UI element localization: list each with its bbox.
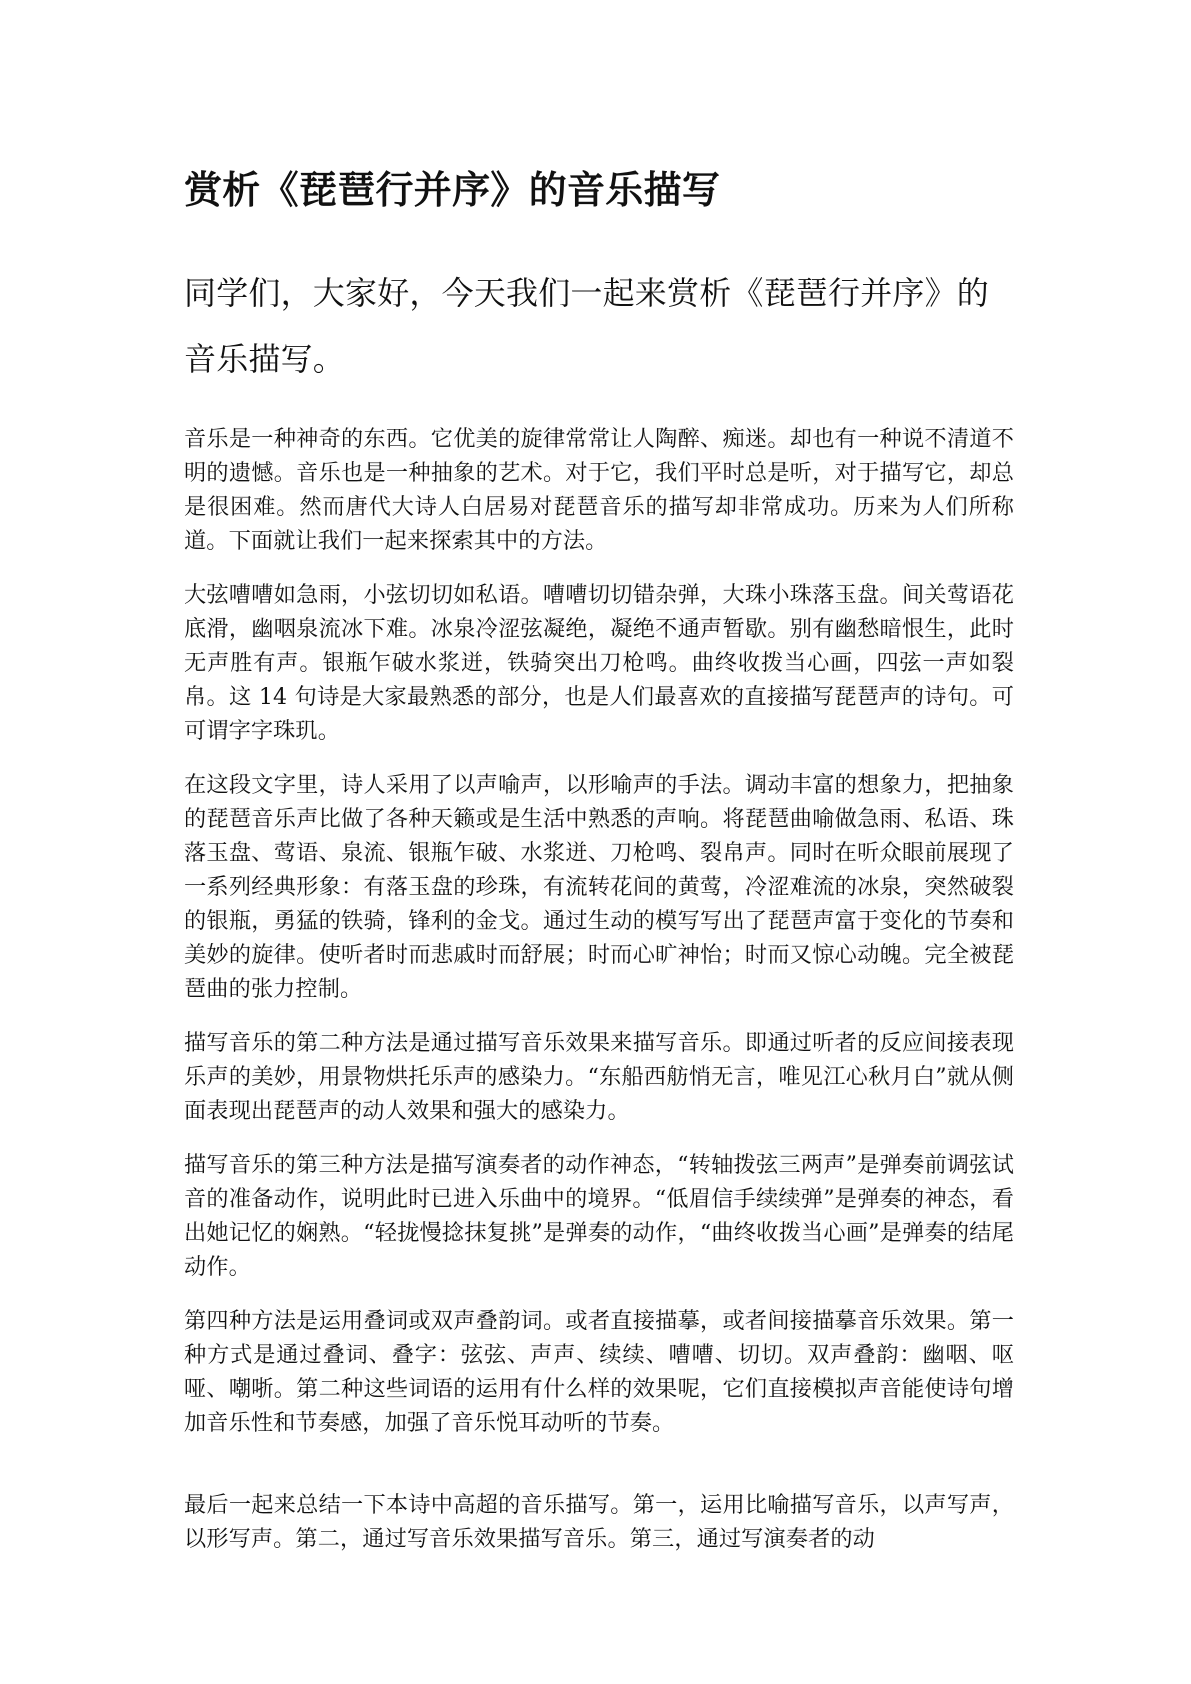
paragraph-effect-method: 描写音乐的第二种方法是通过描写音乐效果来描写音乐。即通过听者的反应间接表现乐声的美妙，用景物烘托乐声的感染力。“东船西舫悄无言，唯见江心秋月白”就从侧面表现出琵琶声的动人效果和强大的感染力。 bbox=[184, 1030, 1015, 1124]
document-content bbox=[184, 168, 1014, 1576]
paragraph-poem-lines: 大弦嘈嘈如急雨，小弦切切如私语。嘈嘈切切错杂弹，大珠小珠落玉盘。间关莺语花底滑，幽咽泉流冰下难。冰泉冷涩弦凝绝，凝绝不通声暂歇。别有幽愁暗恨生，此时无声胜有声。银瓶乍破水浆迸，铁骑突出刀枪鸣。曲终收拨当心画，四弦一声如裂帛。这 14 句诗是大家最熟悉的部分，也是人们最喜欢的直接描写琵琶声的诗句。可可谓字字珠玑。 bbox=[184, 582, 1014, 744]
paragraph-intro: 音乐是一种神奇的东西。它优美的旋律常常让人陶醉、痴迷。却也有一种说不清道不明的遗憾。音乐也是一种抽象的艺术。对于它，我们平时总是听，对于描写它，却总是很困难。然而唐代大诗人白居易对琵琶音乐的描写却非常成功。历来为人们所称道。下面就让我们一起来探索其中的方法。 bbox=[184, 426, 1014, 554]
paragraph-reduplication-method: 第四种方法是运用叠词或双声叠韵词。或者直接描摹，或者间接描摹音乐效果。第一种方式是通过叠词、叠字：弦弦、声声、续续、嘈嘈、切切。双声叠韵：幽咽、呕哑、嘲哳。第二种这些词语的运用有什么样的效果呢，它们直接模拟声音能使诗句增加音乐性和节奏感，加强了音乐悦耳动听的节奏。 bbox=[184, 1308, 1014, 1436]
paragraph-performer-method: 描写音乐的第三种方法是描写演奏者的动作神态，“转轴拨弦三两声”是弹奏前调弦试音的准备动作，说明此时已进入乐曲中的境界。“低眉信手续续弹”是弹奏的神态，看出她记忆的娴熟。“轻拢慢捻抹复挑”是弹奏的动作，“曲终收拨当心画”是弹奏的结尾动作。 bbox=[184, 1152, 1015, 1280]
document-body bbox=[184, 422, 1014, 1556]
document-title: 赏析《琵琶行并序》的音乐描写 bbox=[184, 168, 721, 212]
document-subtitle: 同学们，大家好，今天我们一起来赏析《琵琶行并序》的音乐描写。 bbox=[184, 274, 990, 378]
paragraph-summary: 最后一起来总结一下本诗中高超的音乐描写。第一，运用比喻描写音乐，以声写声，以形写声。第二，通过写音乐效果描写音乐。第三，通过写演奏者的动 bbox=[184, 1492, 1014, 1552]
paragraph-metaphor-method: 在这段文字里，诗人采用了以声喻声，以形喻声的手法。调动丰富的想象力，把抽象的琵琶音乐声比做了各种天籁或是生活中熟悉的声响。将琵琶曲喻做急雨、私语、珠落玉盘、莺语、泉流、银瓶乍破、水浆迸、刀枪鸣、裂帛声。同时在听众眼前展现了一系列经典形象：有落玉盘的珍珠，有流转花间的黄莺，冷涩难流的冰泉，突然破裂的银瓶，勇猛的铁骑，锋利的金戈。通过生动的模写写出了琵琶声富于变化的节奏和美妙的旋律。使听者时而悲戚时而舒展；时而心旷神怡；时而又惊心动魄。完全被琵琶曲的张力控制。 bbox=[184, 772, 1014, 1002]
